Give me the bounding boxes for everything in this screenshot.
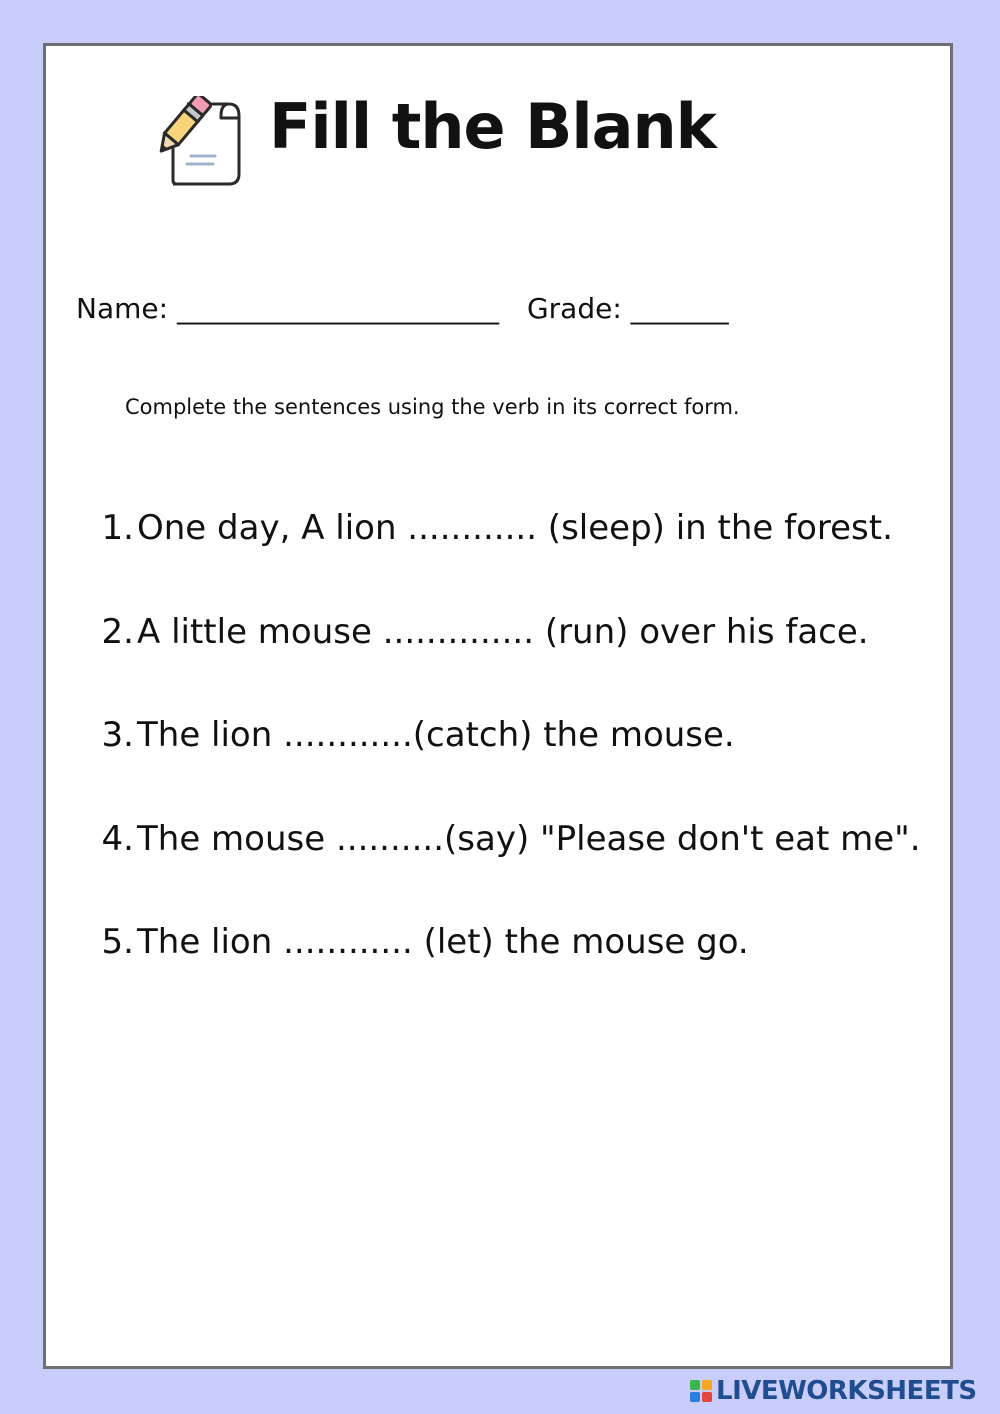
item-number: 2. (101, 611, 134, 652)
item-number: 4. (101, 818, 134, 859)
name-grade-line (76, 292, 729, 325)
list-item (46, 922, 950, 1026)
list-item (46, 715, 950, 819)
item-sentence[interactable]: One day, A lion ............ (sleep) in the forest. (137, 508, 893, 548)
item-sentence[interactable]: A little mouse .............. (run) over his face. (137, 611, 869, 652)
grade-field[interactable]: Grade: _______ (526, 292, 729, 325)
item-number: 5. (101, 922, 134, 962)
item-sentence[interactable]: The lion ............ (let) the mouse go. (137, 922, 749, 962)
name-field[interactable]: Name: _______________________ (76, 292, 499, 325)
list-item (46, 508, 950, 612)
list-item (46, 819, 950, 923)
brand-footer[interactable] (690, 1374, 977, 1408)
page-title: Fill the Blank (269, 90, 716, 163)
item-number: 1. (101, 508, 134, 548)
list-item (46, 612, 950, 716)
sentence-list (46, 508, 950, 1026)
item-sentence[interactable]: The mouse ..........(say) "Please don't eat me". (137, 818, 921, 859)
item-number: 3. (101, 715, 134, 755)
instructions: Complete the sentences using the verb in its correct form. (125, 395, 740, 419)
liveworksheets-logo-icon (690, 1380, 712, 1402)
worksheet-page (43, 43, 953, 1369)
item-sentence[interactable]: The lion ............(catch) the mouse. (137, 715, 735, 755)
brand-name: LIVEWORKSHEETS (716, 1376, 977, 1406)
pencil-paper-icon (151, 96, 251, 191)
